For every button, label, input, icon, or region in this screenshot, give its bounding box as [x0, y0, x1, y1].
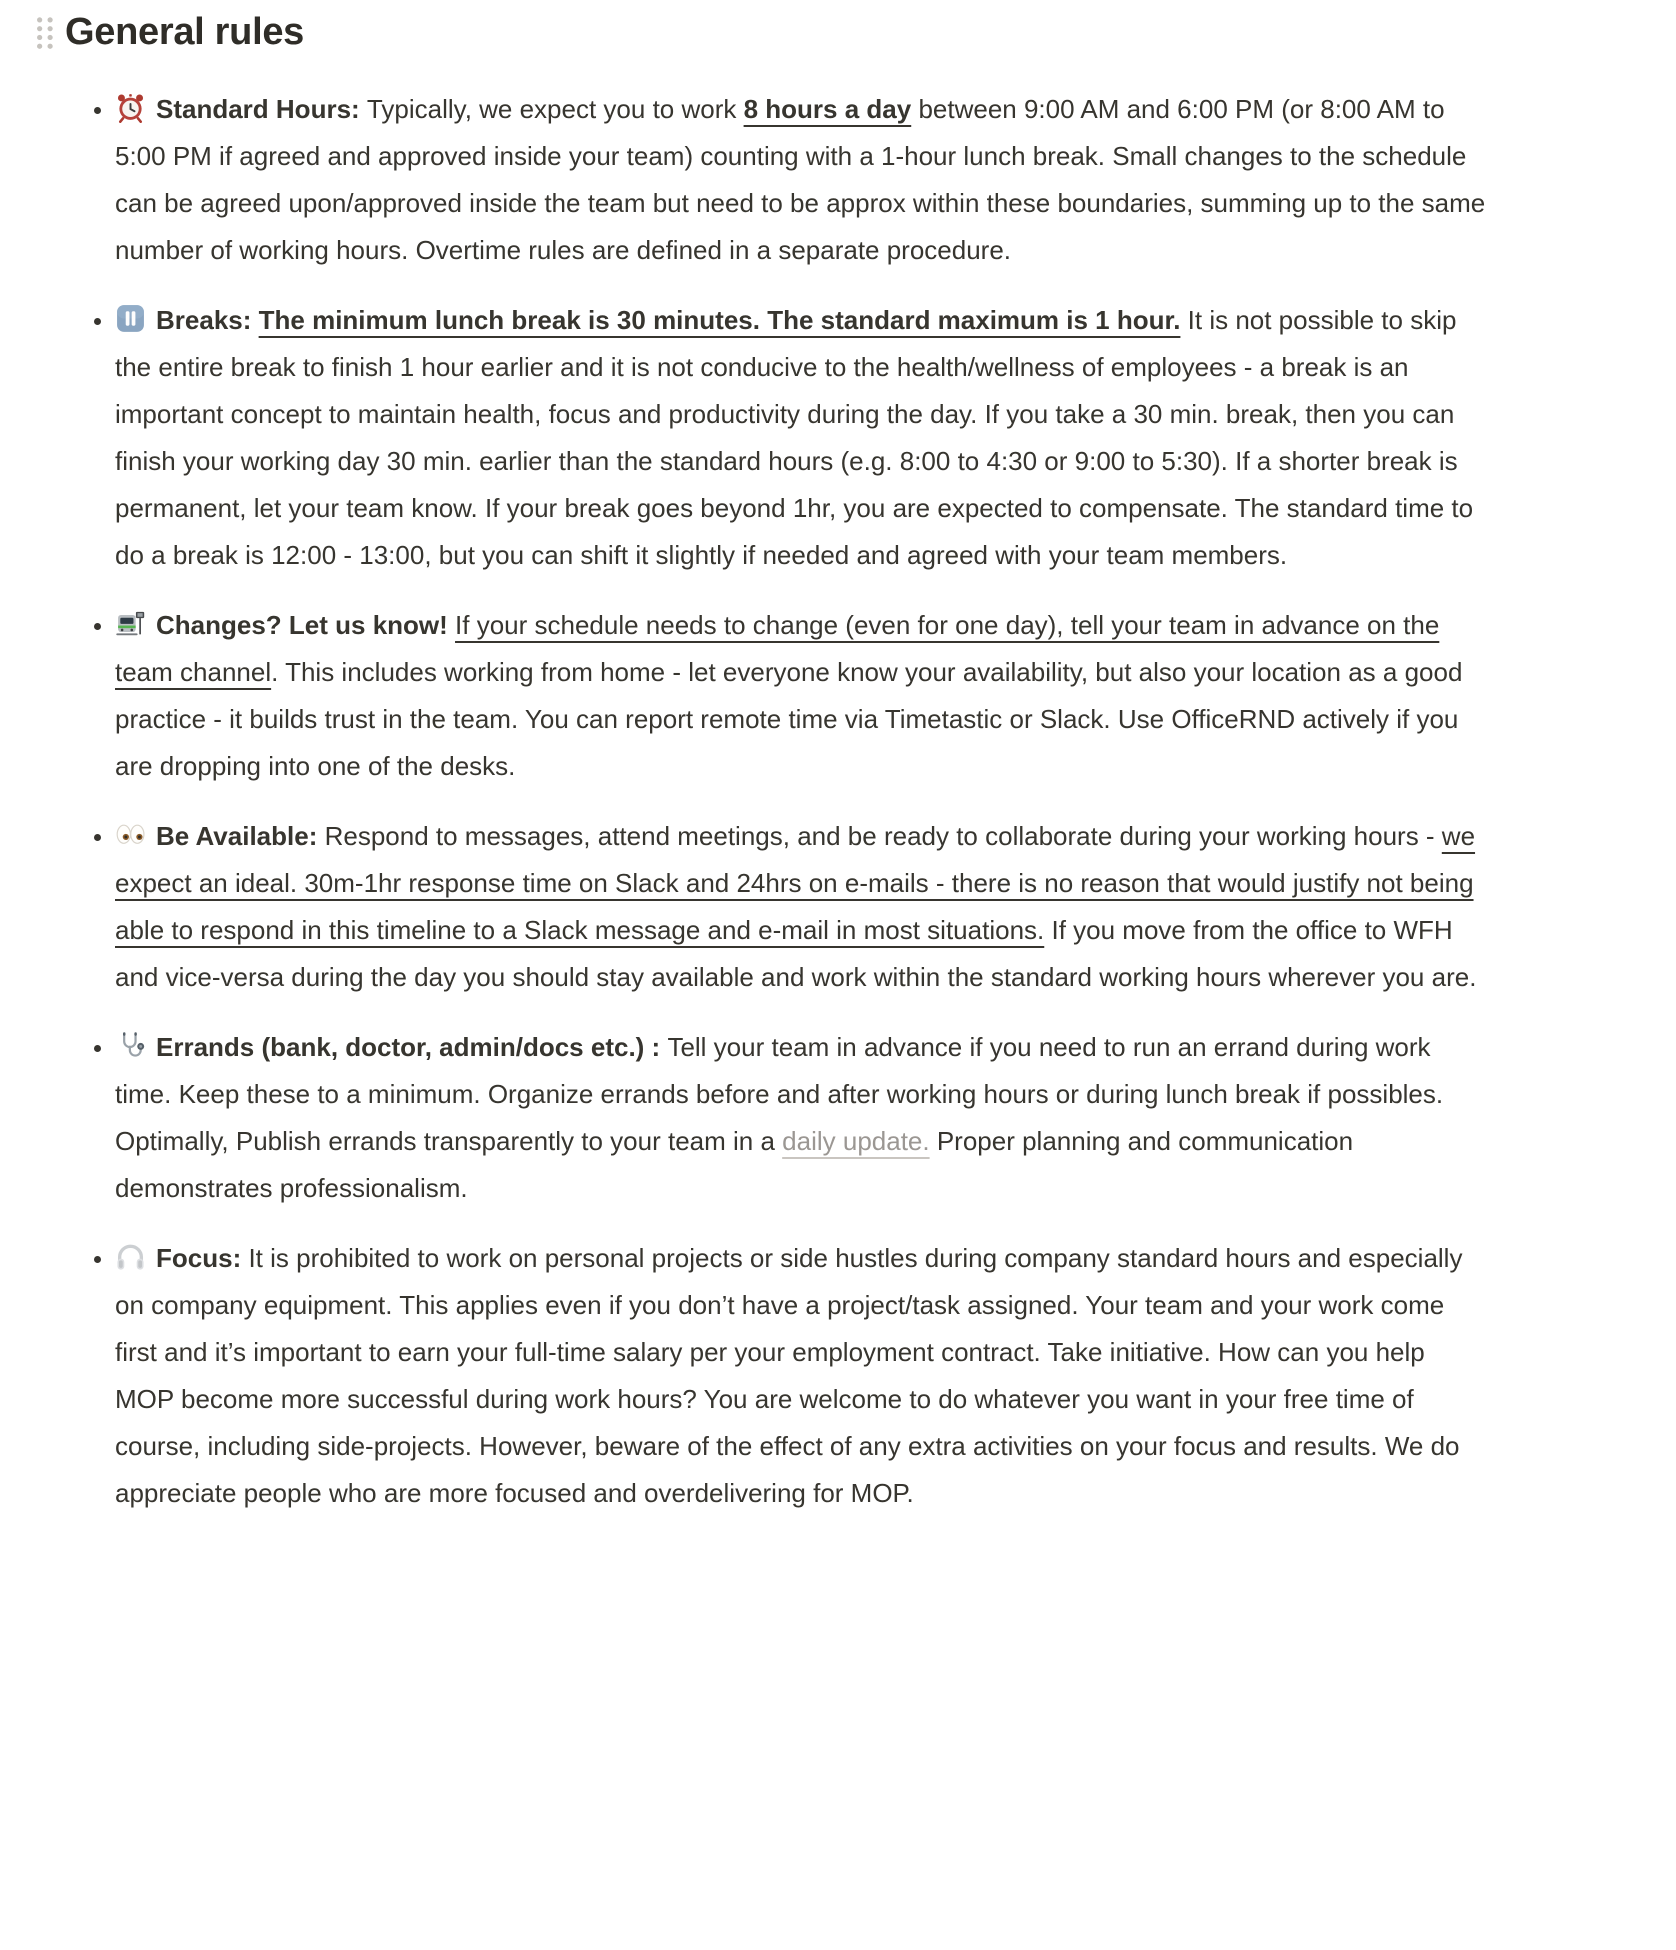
- text-segment: Breaks:: [156, 305, 259, 335]
- list-item: [115, 813, 1487, 1001]
- text-segment: If you move from the office to WFH and vice-versa during the day you should stay available and work within the standard working hours wherever you are.: [115, 915, 1477, 992]
- text-segment: Errands (bank, doctor, admin/docs etc.) :: [156, 1032, 668, 1062]
- text-segment: Proper planning and communication demonstrates professionalism.: [115, 1126, 1354, 1203]
- text-segment: between 9:00 AM and 6:00 PM (or 8:00 AM to 5:00 PM if agreed and approved inside your team) counting with a 1-hour lunch break. Small changes to the schedule can be agreed upon/approved inside the team but need to be approx within these boundaries, summing up to the same number of working hours. Overtime rules are defined in a separate procedure.: [115, 94, 1486, 265]
- text-segment: Standard Hours:: [156, 94, 367, 124]
- list-item: [115, 297, 1487, 579]
- text-segment: Tell your team in advance if you need to run an errand during work time. Keep these to a minimum. Organize errands before and after working hours or during lunch break if possibles. Optimally, Publish errands transparently to your team in a: [115, 1032, 1444, 1156]
- text-segment: It is not possible to skip the entire break to finish 1 hour earlier and it is not conducive to the health/wellness of employees - a break is an important concept to maintain health, focus and productivity during the day. If you take a 30 min. break, then you can finish your working day 30 min. earlier than the standard hours (e.g. 8:00 to 4:30 or 9:00 to 5:30). If a shorter break is permanent, let your team know. If your break goes beyond 1hr, you are expected to compensate. The standard time to do a break is 12:00 - 13:00, but you can shift it slightly if needed and agreed with your team members.: [115, 305, 1474, 570]
- drag-handle-icon[interactable]: [34, 16, 56, 50]
- text-segment: Focus:: [156, 1243, 249, 1273]
- text-segment: Respond to messages, attend meetings, and be ready to collaborate during your working hours -: [324, 821, 1442, 851]
- list-item: [115, 1024, 1487, 1212]
- text-segment: Typically, we expect you to work: [366, 94, 744, 124]
- text-segment: Be Available:: [156, 821, 325, 851]
- text-segment: Changes? Let us know!: [156, 610, 456, 640]
- general-rules-list: [65, 86, 1487, 1517]
- list-item: [115, 602, 1487, 790]
- headphones-emoji: [115, 1241, 146, 1272]
- text-segment: It is prohibited to work on personal projects or side hustles during company standard hours and especially on company equipment. This applies even if you don’t have a project/task assigned. Your team and your work come first and it’s important to earn your full-time salary per your employment contract. Take initiative. How can you help MOP become more successful during work hours? You are welcome to do whatever you want in your free time of course, including side-projects. However, beware of the effect of any extra activities on your focus and results. We do appreciate people who are more focused and overdelivering for MOP.: [115, 1243, 1463, 1508]
- title-row: [34, 8, 1496, 56]
- list-item: [115, 86, 1487, 274]
- stethoscope-emoji: [115, 1030, 146, 1061]
- daily-update-link[interactable]: daily update.: [782, 1126, 930, 1156]
- text-segment: The minimum lunch break is 30 minutes. The standard maximum is 1 hour.: [258, 305, 1181, 335]
- station-emoji: [115, 608, 146, 639]
- eyes-emoji: [115, 819, 146, 850]
- page-title: General rules: [65, 11, 304, 53]
- text-segment: 8 hours a day: [743, 94, 912, 124]
- list-item: [115, 1235, 1487, 1517]
- alarm-clock-emoji: [115, 92, 146, 123]
- text-segment: we expect an ideal. 30m-1hr response time on Slack and 24hrs on e-mails - there is no reason that would justify not being able to respond in this timeline to a Slack message and e-mail in most situations.: [115, 821, 1476, 945]
- text-segment: If your schedule needs to change (even for one day), tell your team in advance on the team channel: [115, 610, 1440, 687]
- pause-button-emoji: [115, 303, 146, 334]
- text-segment: . This includes working from home - let everyone know your availability, but also your location as a good practice - it builds trust in the team. You can report remote time via Timetastic or Slack. Use OfficeRND actively if you are dropping into one of the desks.: [115, 657, 1463, 781]
